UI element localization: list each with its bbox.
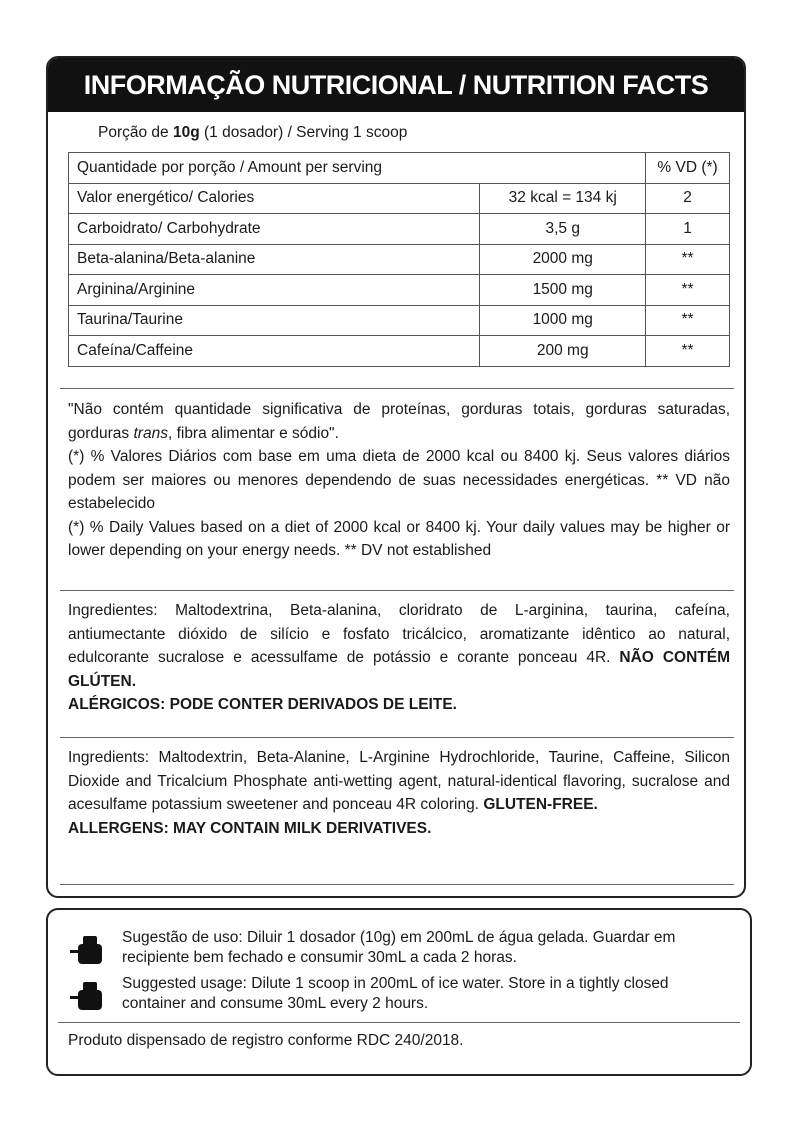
nutrient-name: Taurina/Taurine: [69, 305, 480, 336]
divider: [60, 737, 734, 738]
note-italic: trans: [133, 424, 168, 442]
nutrient-name: Valor energético/ Calories: [69, 183, 480, 214]
nutrition-table: [68, 152, 730, 367]
note-pt-insignificant: [68, 398, 730, 445]
table-row: [69, 336, 730, 367]
note-text: , fibra alimentar e sódio".: [167, 424, 339, 442]
nutrient-amount: 200 mg: [480, 336, 646, 367]
serving-amount: 10g: [172, 124, 200, 141]
nutrient-vd: **: [646, 244, 730, 275]
nutrient-vd: 2: [646, 183, 730, 214]
table-header-vd: % VD (*): [646, 153, 730, 184]
nutrient-vd: 1: [646, 214, 730, 245]
serving-size: [98, 124, 407, 142]
nutrient-amount: 1500 mg: [480, 275, 646, 306]
divider: [60, 388, 734, 389]
serving-suffix: (1 dosador) / Serving 1 scoop: [199, 124, 408, 141]
nutrient-name: Arginina/Arginine: [69, 275, 480, 306]
usage-panel: [46, 908, 752, 1076]
usage-pt-text: Sugestão de uso: Diluir 1 dosador (10g) em 200mL de água gelada. Guardar em recipiente bem fechado e consumir 30mL a cada 2 horas.: [122, 929, 676, 966]
nutrient-name: Cafeína/Caffeine: [69, 336, 480, 367]
nutrition-title: INFORMAÇÃO NUTRICIONAL / NUTRITION FACTS: [48, 58, 744, 112]
table-row: [69, 275, 730, 306]
note-pt-daily-values: (*) % Valores Diários com base em uma dieta de 2000 kcal ou 8400 kj. Seus valores diários podem ser maiores ou menores dependendo de suas necessidades energéticas. ** VD não estabelecido: [68, 448, 730, 512]
scoop-bottle-icon: [70, 978, 110, 1010]
allergens-pt: ALÉRGICOS: PODE CONTER DERIVADOS DE LEITE.: [68, 696, 457, 713]
nutrition-notes: [68, 398, 730, 563]
table-header-label: Quantidade por porção / Amount per serving: [69, 153, 646, 184]
usage-en-text: Suggested usage: Dilute 1 scoop in 200mL of ice water. Store in a tightly closed container and consume 30mL every 2 hours.: [122, 975, 669, 1012]
note-text: "Não contém quantidade significativa de proteínas, gorduras totais, gorduras saturadas, gorduras: [68, 401, 730, 442]
ingredients-en: [68, 746, 730, 840]
nutrient-amount: 2000 mg: [480, 244, 646, 275]
nutrient-amount: 32 kcal = 134 kj: [480, 183, 646, 214]
nutrient-amount: 1000 mg: [480, 305, 646, 336]
table-row: [69, 183, 730, 214]
table-row: [69, 244, 730, 275]
scoop-bottle-icon: [70, 932, 110, 964]
gluten-statement: GLUTEN-FREE.: [483, 796, 598, 813]
divider: [58, 1022, 740, 1023]
ingredients-pt-text: [68, 599, 730, 693]
nutrient-vd: **: [646, 336, 730, 367]
table-row: [69, 214, 730, 245]
nutrient-name: Carboidrato/ Carbohydrate: [69, 214, 480, 245]
nutrient-vd: **: [646, 305, 730, 336]
allergens-en: ALLERGENS: MAY CONTAIN MILK DERIVATIVES.: [68, 819, 432, 837]
nutrition-facts-panel: [46, 56, 746, 898]
note-en-daily-values: (*) % Daily Values based on a diet of 2000 kcal or 8400 kj. Your daily values may be higher or lower depending on your energy needs. ** DV not established: [68, 518, 730, 559]
divider: [60, 884, 734, 885]
ingredients-en-text: [68, 746, 730, 817]
divider: [60, 590, 734, 591]
nutrient-vd: **: [646, 275, 730, 306]
nutrient-amount: 3,5 g: [480, 214, 646, 245]
ingredients-text: Ingredients: Maltodextrin, Beta-Alanine, L-Arginine Hydrochloride, Taurine, Caffeine, Silicon Dioxide and Tricalcium Phosphate anti-wetting agent, natural-identical flavoring, sucralose and acesulfame potassium sweetener and ponceau 4R coloring.: [68, 749, 730, 813]
gluten-statement: NÃO CONTÉM GLÚTEN.: [68, 649, 730, 690]
ingredients-pt: [68, 599, 730, 717]
table-row: [69, 305, 730, 336]
table-header-row: [69, 153, 730, 184]
nutrient-name: Beta-alanina/Beta-alanine: [69, 244, 480, 275]
serving-prefix: Porção de: [98, 124, 173, 141]
ingredients-text: Ingredientes: Maltodextrina, Beta-alanina, cloridrato de L-arginina, taurina, cafeína, antiumectante dióxido de silício e fosfato tricálcico, aromatizante idêntico ao natural, edulcorante sucralose e acessulfame de potássio e corante ponceau 4R.: [68, 602, 730, 666]
registration-note: Produto dispensado de registro conforme RDC 240/2018.: [68, 1032, 464, 1049]
